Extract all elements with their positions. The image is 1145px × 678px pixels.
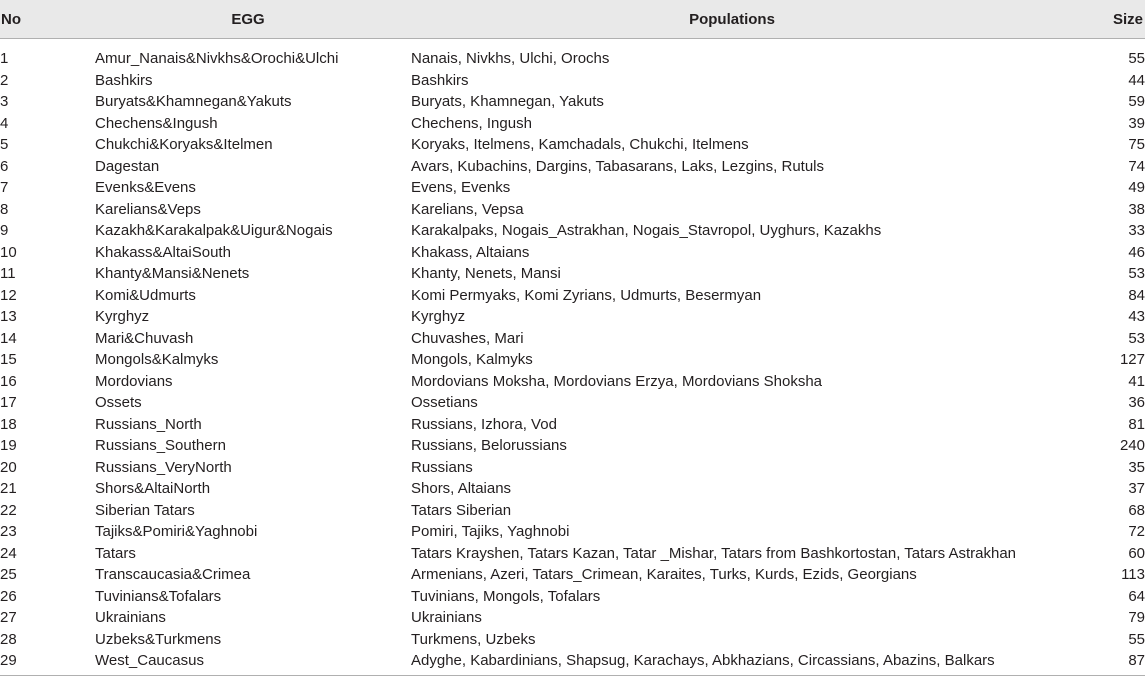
cell-size: 81 <box>1128 415 1145 433</box>
cell-populations: Karakalpaks, Nogais_Astrakhan, Nogais_Stavropol, Uyghurs, Kazakhs <box>411 222 882 239</box>
cell-populations: Mongols, Kalmyks <box>411 351 533 368</box>
cell-size: 43 <box>1128 308 1145 325</box>
cell-no: 13 <box>0 308 17 325</box>
cell-populations: Nanais, Nivkhs, Ulchi, Orochs <box>411 50 610 67</box>
cell-egg: Karelians&Veps <box>95 200 201 218</box>
table-row <box>0 91 1145 113</box>
cell-no: 21 <box>0 480 17 497</box>
cell-no: 6 <box>0 157 9 175</box>
cell-no: 23 <box>0 523 17 540</box>
cell-egg: Ossets <box>95 394 142 411</box>
table-row <box>0 263 1145 285</box>
cell-populations: Khanty, Nenets, Mansi <box>411 265 561 282</box>
cell-populations: Evens, Evenks <box>411 179 511 196</box>
cell-no: 18 <box>0 415 17 433</box>
table-row <box>0 349 1145 371</box>
cell-no: 17 <box>0 394 17 411</box>
cell-no: 5 <box>0 136 9 153</box>
cell-no: 22 <box>0 501 17 519</box>
column-header-egg: EGG <box>231 10 265 28</box>
table-row <box>0 113 1145 135</box>
cell-size: 39 <box>1128 114 1145 132</box>
cell-size: 55 <box>1128 630 1145 648</box>
cell-populations: Kyrghyz <box>411 308 466 325</box>
cell-size: 33 <box>1128 222 1145 239</box>
table-bottom-divider <box>0 675 1145 676</box>
cell-populations: Russians <box>411 458 473 476</box>
table-row <box>0 328 1145 350</box>
table-row <box>0 199 1145 221</box>
cell-size: 79 <box>1128 609 1145 626</box>
cell-egg: Ukrainians <box>95 609 166 626</box>
cell-populations: Buryats, Khamnegan, Yakuts <box>411 93 604 110</box>
cell-egg: Transcaucasia&Crimea <box>95 566 251 583</box>
table-row <box>0 586 1145 608</box>
cell-egg: Siberian Tatars <box>95 501 195 519</box>
cell-no: 9 <box>0 222 9 239</box>
header-spacing <box>0 38 1145 48</box>
cell-no: 24 <box>0 544 17 562</box>
cell-no: 3 <box>0 93 9 110</box>
cell-size: 41 <box>1128 372 1145 390</box>
cell-egg: Chukchi&Koryaks&Itelmen <box>95 136 273 153</box>
cell-size: 38 <box>1128 200 1145 218</box>
cell-populations: Tuvinians, Mongols, Tofalars <box>411 587 601 605</box>
cell-size: 37 <box>1128 480 1145 497</box>
cell-egg: Kazakh&Karakalpak&Uigur&Nogais <box>95 222 333 239</box>
cell-populations: Chechens, Ingush <box>411 114 532 132</box>
table-row <box>0 70 1145 92</box>
cell-populations: Tatars Krayshen, Tatars Kazan, Tatar _Mishar, Tatars from Bashkortostan, Tatars Astrakhan <box>411 544 1017 562</box>
cell-size: 113 <box>1121 566 1145 583</box>
cell-no: 12 <box>0 286 17 304</box>
cell-egg: Khakass&AltaiSouth <box>95 243 231 261</box>
cell-no: 2 <box>0 71 9 89</box>
table-row <box>0 371 1145 393</box>
column-header-populations: Populations <box>689 10 775 28</box>
cell-egg: Mari&Chuvash <box>95 329 194 347</box>
column-header-no: No <box>1 10 21 28</box>
cell-egg: Shors&AltaiNorth <box>95 480 211 497</box>
cell-size: 46 <box>1128 243 1145 261</box>
table-row <box>0 435 1145 457</box>
cell-populations: Pomiri, Tajiks, Yaghnobi <box>411 523 570 540</box>
cell-no: 10 <box>0 243 17 261</box>
cell-size: 74 <box>1128 157 1145 175</box>
cell-populations: Tatars Siberian <box>411 501 512 519</box>
table-row <box>0 392 1145 414</box>
cell-size: 84 <box>1128 286 1145 304</box>
cell-egg: Bashkirs <box>95 71 153 89</box>
cell-populations: Chuvashes, Mari <box>411 329 524 347</box>
cell-size: 36 <box>1128 394 1145 411</box>
cell-no: 26 <box>0 587 17 605</box>
cell-egg: Mongols&Kalmyks <box>95 351 219 368</box>
cell-populations: Russians, Izhora, Vod <box>411 415 557 433</box>
cell-populations: Shors, Altaians <box>411 480 512 497</box>
table-row <box>0 607 1145 629</box>
cell-egg: Chechens&Ingush <box>95 114 218 132</box>
table-row <box>0 48 1145 70</box>
cell-no: 19 <box>0 437 17 454</box>
cell-populations: Avars, Kubachins, Dargins, Tabasarans, Laks, Lezgins, Rutuls <box>411 157 824 175</box>
cell-populations: Turkmens, Uzbeks <box>411 630 536 648</box>
cell-egg: Kyrghyz <box>95 308 150 325</box>
cell-no: 28 <box>0 630 17 648</box>
cell-populations: Bashkirs <box>411 71 469 89</box>
cell-egg: Buryats&Khamnegan&Yakuts <box>95 93 292 110</box>
table-row <box>0 306 1145 328</box>
cell-no: 11 <box>0 265 16 282</box>
cell-size: 53 <box>1128 329 1145 347</box>
table-row <box>0 285 1145 307</box>
cell-egg: Evenks&Evens <box>95 179 196 196</box>
table-row <box>0 500 1145 522</box>
cell-size: 75 <box>1128 136 1145 153</box>
cell-no: 20 <box>0 458 17 476</box>
table-row <box>0 650 1145 672</box>
table-row <box>0 134 1145 156</box>
cell-populations: Adyghe, Kabardinians, Shapsug, Karachays, Abkhazians, Circassians, Abazins, Balkars <box>411 652 995 669</box>
cell-populations: Karelians, Vepsa <box>411 200 524 218</box>
cell-populations: Russians, Belorussians <box>411 437 567 454</box>
cell-egg: Khanty&Mansi&Nenets <box>95 265 250 282</box>
table-row <box>0 156 1145 178</box>
cell-populations: Khakass, Altaians <box>411 243 530 261</box>
cell-populations: Komi Permyaks, Komi Zyrians, Udmurts, Besermyan <box>411 286 762 304</box>
cell-size: 68 <box>1128 501 1145 519</box>
cell-egg: Komi&Udmurts <box>95 286 196 304</box>
table-row <box>0 457 1145 479</box>
column-header-size: Size <box>1112 10 1143 28</box>
cell-no: 8 <box>0 200 9 218</box>
cell-populations: Koryaks, Itelmens, Kamchadals, Chukchi, Itelmens <box>411 136 749 153</box>
cell-no: 15 <box>0 351 17 368</box>
table-row <box>0 478 1145 500</box>
cell-size: 60 <box>1128 544 1145 562</box>
cell-egg: Tajiks&Pomiri&Yaghnobi <box>95 523 258 540</box>
cell-egg: Russians_VeryNorth <box>95 458 232 476</box>
cell-egg: Russians_North <box>95 415 202 433</box>
table-row <box>0 543 1145 565</box>
cell-size: 59 <box>1128 93 1145 110</box>
cell-populations: Ukrainians <box>411 609 482 626</box>
cell-egg: Mordovians <box>95 372 173 390</box>
table-row <box>0 220 1145 242</box>
cell-egg: Russians_Southern <box>95 437 226 454</box>
cell-size: 35 <box>1128 458 1145 476</box>
cell-no: 29 <box>0 652 17 669</box>
cell-populations: Ossetians <box>411 394 478 411</box>
cell-no: 27 <box>0 609 17 626</box>
table-row <box>0 521 1145 543</box>
cell-size: 72 <box>1128 523 1145 540</box>
cell-no: 14 <box>0 329 17 347</box>
cell-size: 53 <box>1128 265 1145 282</box>
cell-size: 127 <box>1119 351 1145 368</box>
cell-egg: Tuvinians&Tofalars <box>95 587 222 605</box>
cell-populations: Armenians, Azeri, Tatars_Crimean, Karaites, Turks, Kurds, Ezids, Georgians <box>411 566 917 583</box>
cell-size: 64 <box>1128 587 1145 605</box>
header-row <box>0 0 1145 38</box>
cell-egg: Tatars <box>95 544 136 562</box>
cell-size: 55 <box>1128 50 1145 67</box>
cell-egg: West_Caucasus <box>95 652 204 669</box>
cell-no: 16 <box>0 372 17 390</box>
cell-no: 1 <box>0 50 9 67</box>
cell-size: 49 <box>1128 179 1145 196</box>
cell-egg: Uzbeks&Turkmens <box>95 630 222 648</box>
table-row <box>0 177 1145 199</box>
table-row <box>0 629 1145 651</box>
cell-size: 240 <box>1119 437 1145 454</box>
cell-populations: Mordovians Moksha, Mordovians Erzya, Mordovians Shoksha <box>411 372 823 390</box>
cell-egg: Dagestan <box>95 157 160 175</box>
cell-no: 4 <box>0 114 9 132</box>
table-row <box>0 242 1145 264</box>
cell-size: 87 <box>1128 652 1145 669</box>
table-row <box>0 564 1145 586</box>
cell-egg: Amur_Nanais&Nivkhs&Orochi&Ulchi <box>95 50 339 67</box>
table-header <box>0 0 1145 38</box>
cell-no: 7 <box>0 179 9 196</box>
cell-no: 25 <box>0 566 17 583</box>
table-row <box>0 414 1145 436</box>
cell-size: 44 <box>1128 71 1145 89</box>
table-body <box>0 48 1145 672</box>
